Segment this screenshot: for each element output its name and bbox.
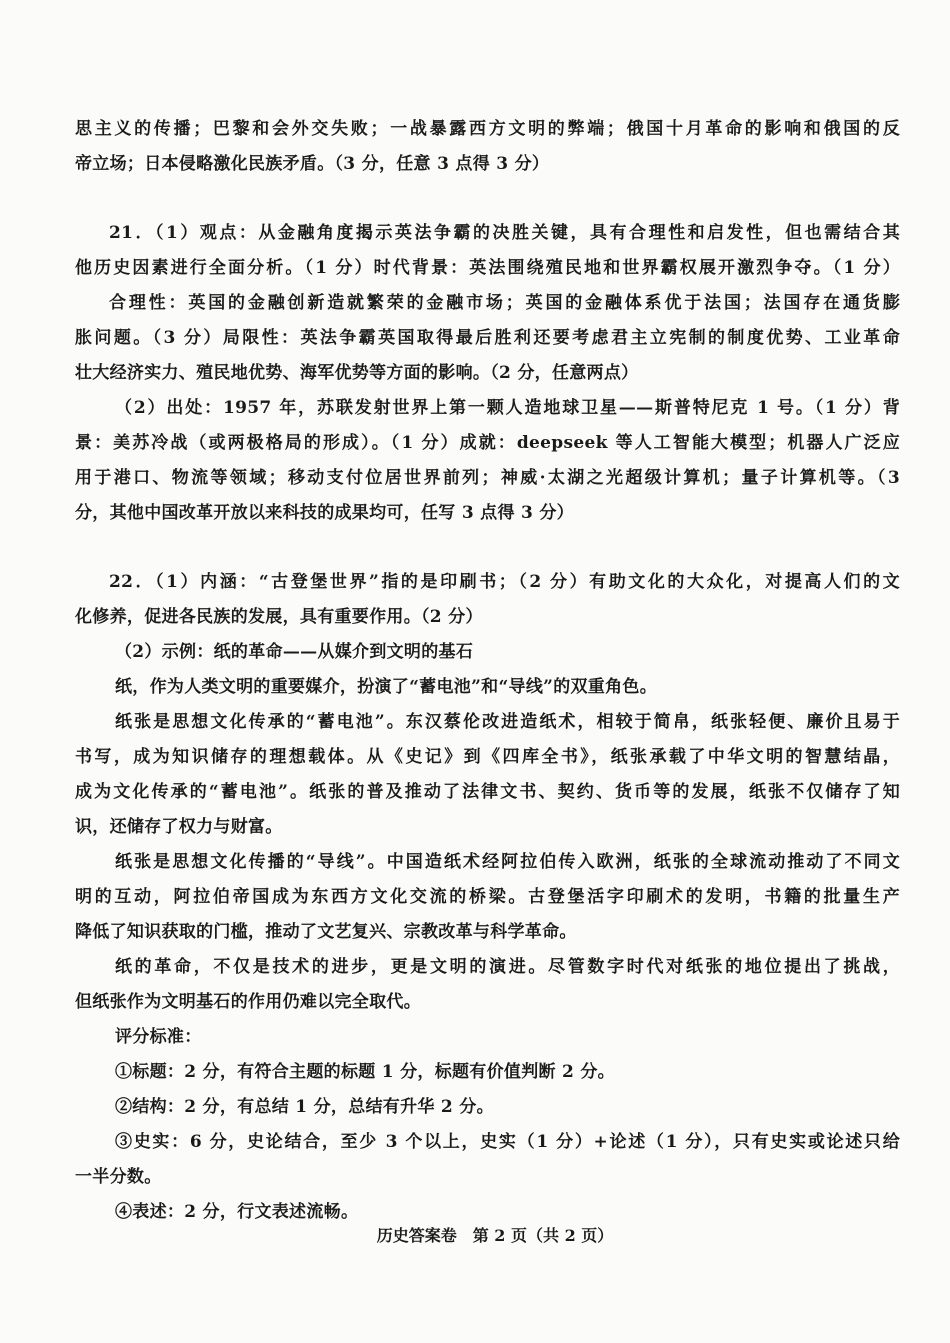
section-20-tail — [75, 112, 900, 182]
text-line: 纸张是思想文化传承的“蓄电池”。东汉蔡伦改进造纸术，相较于简帛，纸张轻便、廉价且易于 — [115, 712, 900, 732]
text-line: 评分标准： — [115, 1027, 202, 1047]
text-line: （2）出处：1957 年，苏联发射世界上第一颗人造地球卫星——斯普特尼克 1 号。（1 分）背 — [115, 398, 900, 418]
text-line: 帝立场；日本侵略激化民族矛盾。（3 分，任意 3 点得 3 分） — [75, 154, 550, 174]
question-22 — [75, 565, 900, 1230]
text-line: ②结构：2 分，有总结 1 分，总结有升华 2 分。 — [115, 1097, 494, 1117]
answer-content — [75, 112, 900, 1230]
text-line: 但纸张作为文明基石的作用仍难以完全取代。 — [75, 992, 421, 1012]
text-line: ①标题：2 分，有符合主题的标题 1 分，标题有价值判断 2 分。 — [115, 1062, 615, 1082]
text-line: 合理性：英国的金融创新造就繁荣的金融市场；英国的金融体系优于法国；法国存在通货膨 — [109, 293, 900, 313]
text-line: 22．（1）内涵：“古登堡世界”指的是印刷书；（2 分）有助文化的大众化，对提高人们的文 — [109, 572, 900, 592]
text-line: ④表述：2 分，行文表述流畅。 — [115, 1202, 359, 1222]
text-line: 他历史因素进行全面分析。（1 分）时代背景：英法围绕殖民地和世界霸权展开激烈争夺。（1 分） — [75, 258, 900, 278]
text-line: 景：美苏冷战（或两极格局的形成）。（1 分）成就：deepseek 等人工智能大模型；机器人广泛应 — [75, 433, 900, 453]
text-line: 分，其他中国改革开放以来科技的成果均可，任写 3 点得 3 分） — [75, 503, 574, 523]
text-line: 降低了知识获取的门槛，推动了文艺复兴、宗教改革与科学革命。 — [75, 922, 577, 942]
spacer — [75, 531, 900, 565]
text-line: 用于港口、物流等领域；移动支付位居世界前列；神威·太湖之光超级计算机；量子计算机等。（3 — [75, 468, 900, 488]
text-line: 思主义的传播；巴黎和会外交失败；一战暴露西方文明的弊端；俄国十月革命的影响和俄国的反 — [75, 119, 900, 139]
text-line: 纸，作为人类文明的重要媒介，扮演了“蓄电池”和“导线”的双重角色。 — [115, 677, 658, 697]
text-line: 书写，成为知识储存的理想载体。从《史记》到《四库全书》，纸张承载了中华文明的智慧结晶， — [75, 747, 900, 767]
text-line: ③史实：6 分，史论结合，至少 3 个以上，史实（1 分）+论述（1 分），只有史实或论述只给 — [115, 1132, 900, 1152]
question-21 — [75, 216, 900, 531]
text-line: 成为文化传承的“蓄电池”。纸张的普及推动了法律文书、契约、货币等的发展，纸张不仅储存了知 — [75, 782, 900, 802]
text-line: 识，还储存了权力与财富。 — [75, 817, 283, 837]
text-line: 明的互动，阿拉伯帝国成为东西方文化交流的桥梁。古登堡活字印刷术的发明，书籍的批量生产 — [75, 887, 900, 907]
text-line: 胀问题。（3 分）局限性：英法争霸英国取得最后胜利还要考虑君主立宪制的制度优势、工业革命 — [75, 328, 900, 348]
text-line: 壮大经济实力、殖民地优势、海军优势等方面的影响。（2 分，任意两点） — [75, 363, 639, 383]
spacer — [75, 182, 900, 216]
text-line: 纸张是思想文化传播的“导线”。中国造纸术经阿拉伯传入欧洲，纸张的全球流动推动了不同文 — [115, 852, 900, 872]
page-footer: 历史答案卷 第 2 页（共 2 页） — [376, 1226, 614, 1245]
text-line: 化修养，促进各民族的发展，具有重要作用。（2 分） — [75, 607, 483, 627]
text-line: 纸的革命，不仅是技术的进步，更是文明的演进。尽管数字时代对纸张的地位提出了挑战， — [115, 957, 900, 977]
text-line: 21．（1）观点：从金融角度揭示英法争霸的决胜关键，具有合理性和启发性，但也需结合其 — [109, 223, 900, 243]
text-line: 一半分数。 — [75, 1167, 162, 1187]
text-line: （2）示例：纸的革命——从媒介到文明的基石 — [115, 642, 474, 662]
